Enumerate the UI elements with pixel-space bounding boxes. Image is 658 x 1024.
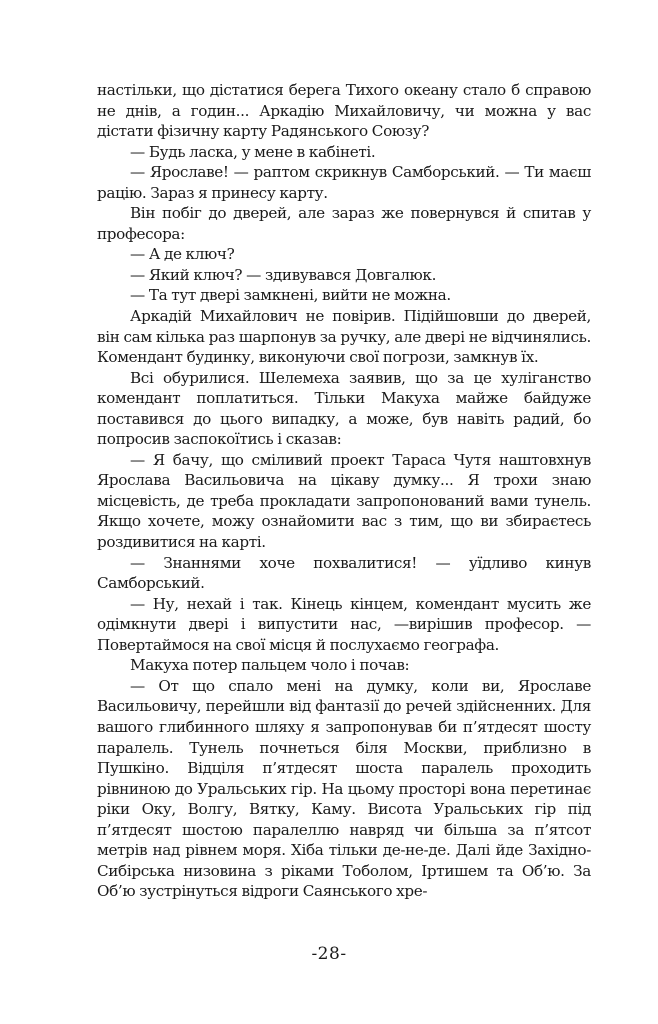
paragraph: — Який ключ? — здивувався Довгалюк. <box>130 265 437 284</box>
paragraph: Всі обурилися. Шелемеха заявив, що за це хуліганство комендант поплатиться. Тільки Макуха майже байдуже поставився до цього випадку, а може, був навіть радий, бо попросив заспокоїтись і сказав: <box>97 368 591 449</box>
paragraph: — Ярославе! — раптом скрикнув Самборський. — Ти маєш рацію. Зараз я принесу карту. <box>97 163 591 202</box>
paragraph: — Та тут двері замкнені, вийти не можна. <box>130 286 451 305</box>
paragraph: — А де ключ? <box>130 245 235 264</box>
paragraph: — Знаннями хоче похвалитися! — уїдливо кинув Самборський. <box>97 553 591 593</box>
paragraph: настільки, що дістатися берега Тихого океану стало б справою не днів, а годин... Аркадію Михайловичу, чи можна у вас дістати фізичну карту Радянського Союзу? <box>97 81 591 141</box>
paragraph: — Ну, нехай і так. Кінець кінцем, комендант мусить же одімкнути двері і випустити нас, —вирішив професор. — Повертаймося на свої місця й послухаємо географа. <box>97 594 591 654</box>
paragraph: — Будь ласка, у мене в кабінеті. <box>130 142 376 161</box>
page-body-text <box>97 80 591 902</box>
paragraph: Він побіг до дверей, але зараз же повернувся й спитав у професора: <box>97 204 591 243</box>
paragraph: — От що спало мені на думку, коли ви, Ярославе Васильовичу, перейшли від фантазії до речей здійсненних. Для вашого глибинного шляху я запропонував би п’ятдесят шосту паралель. Тунель почнеться біля Москви, приблизно в Пушкіно. Відціля п’ятдесят шоста паралель проходить рівниною до Уральських гір. На цьому просторі вона перетинає ріки Оку, Волгу, Вятку, Каму. Висота Уральських гір під п’ятдесят шостою паралеллю навряд чи більша за п’ятсот метрів над рівнем моря. Хіба тільки де-не-де. Далі йде Західно-Сибірська низовина з ріками Тоболом, Іртишем та Об’ю. За Об’ю зустрінуться відроги Саянського хре- <box>97 676 591 901</box>
paragraph: Аркадій Михайлович не повірив. Підійшовши до дверей, він сам кілька раз шарпонув за ручку, але двері не відчинялись. Комендант будинку, виконуючи свої погрози, замкнув їх. <box>97 307 591 367</box>
paragraph: — Я бачу, що сміливий проект Тараса Чутя наштовхнув Ярослава Васильовича на цікаву думку... Я трохи знаю місцевість, де треба прокладати запропонований вами тунель. Якщо хочете, можу ознайомити вас з тим, що ви збираєтесь роздивитися на карті. <box>97 450 591 552</box>
page-number: -28- <box>311 944 347 964</box>
paragraph: Макуха потер пальцем чоло і почав: <box>130 656 410 675</box>
